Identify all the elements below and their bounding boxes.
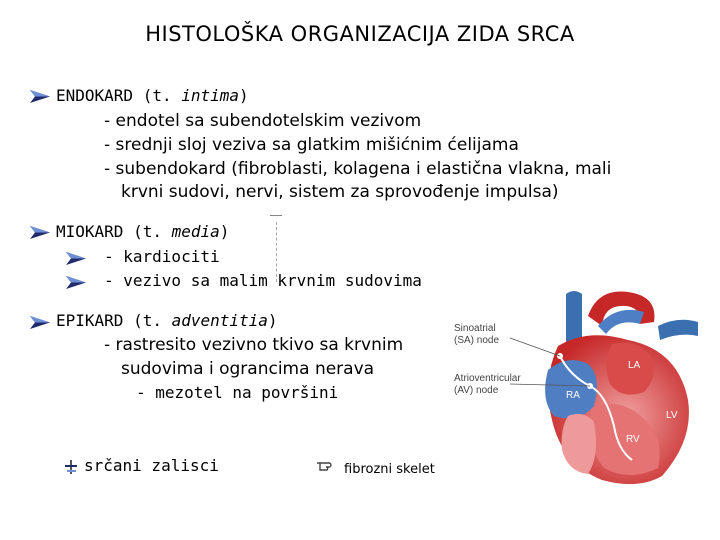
slide-title: HISTOLOŠKA ORGANIZACIJA ZIDA SRCA: [145, 22, 575, 46]
stick-bullet-icon: [64, 460, 78, 474]
ra-label: RA: [566, 390, 580, 401]
la-label: LA: [628, 360, 641, 371]
miokard-item-1: - kardiociti: [104, 247, 220, 266]
sa-node-label-2: (SA) node: [454, 335, 500, 346]
endokard-item-2: - srednji sloj veziva sa glatkim mišićnim ćelijama: [104, 135, 519, 155]
footer-fibrozni-skelet: fibrozni skelet: [344, 462, 435, 477]
right-ventricle-shape: [562, 414, 596, 474]
av-node-label-2: (AV) node: [454, 385, 499, 396]
arrow-bullet-icon: [66, 276, 86, 289]
sa-pointer-line: [510, 338, 560, 356]
footer-srcani-zalisci: srčani zalisci: [84, 456, 219, 475]
arrow-bullet-icon: [30, 226, 50, 239]
endokard-heading: ENDOKARD (t. intima): [56, 86, 249, 105]
epikard-heading: EPIKARD (t. adventitia): [56, 311, 278, 330]
vena-cava-shape: [566, 291, 582, 344]
arrow-bullet-icon: [30, 90, 50, 103]
miokard-item-2: - vezivo sa malim krvnim sudovima: [104, 271, 422, 290]
epikard-item-2: - mezotel na površini: [136, 383, 339, 402]
arrow-bullet-icon: [66, 252, 86, 265]
pulmonary-vein-shape: [658, 320, 698, 340]
lv-label: LV: [666, 410, 678, 421]
endokard-item-3-cont: krvni sudovi, nervi, sistem za sprovođenje impulsa): [121, 182, 559, 202]
miokard-heading: MIOKARD (t. media): [56, 222, 230, 241]
sa-node-label-1: Sinoatrial: [454, 323, 496, 334]
rv-label: RV: [626, 434, 640, 445]
epikard-item-1: - rastresito vezivno tkivo sa krvnim: [104, 335, 404, 355]
av-node-label-1: Atrioventricular: [454, 373, 521, 384]
decor-line: [270, 215, 282, 216]
pointing-hand-icon: [316, 458, 336, 472]
endokard-item-1: - endotel sa subendotelskim vezivom: [104, 111, 422, 131]
epikard-item-1-cont: sudovima i ograncima nerava: [121, 359, 375, 379]
heart-diagram: [448, 286, 710, 486]
endokard-item-3: - subendokard (fibroblasti, kolagena i elastična vlakna, mali: [104, 159, 612, 179]
arrow-bullet-icon: [30, 316, 50, 329]
